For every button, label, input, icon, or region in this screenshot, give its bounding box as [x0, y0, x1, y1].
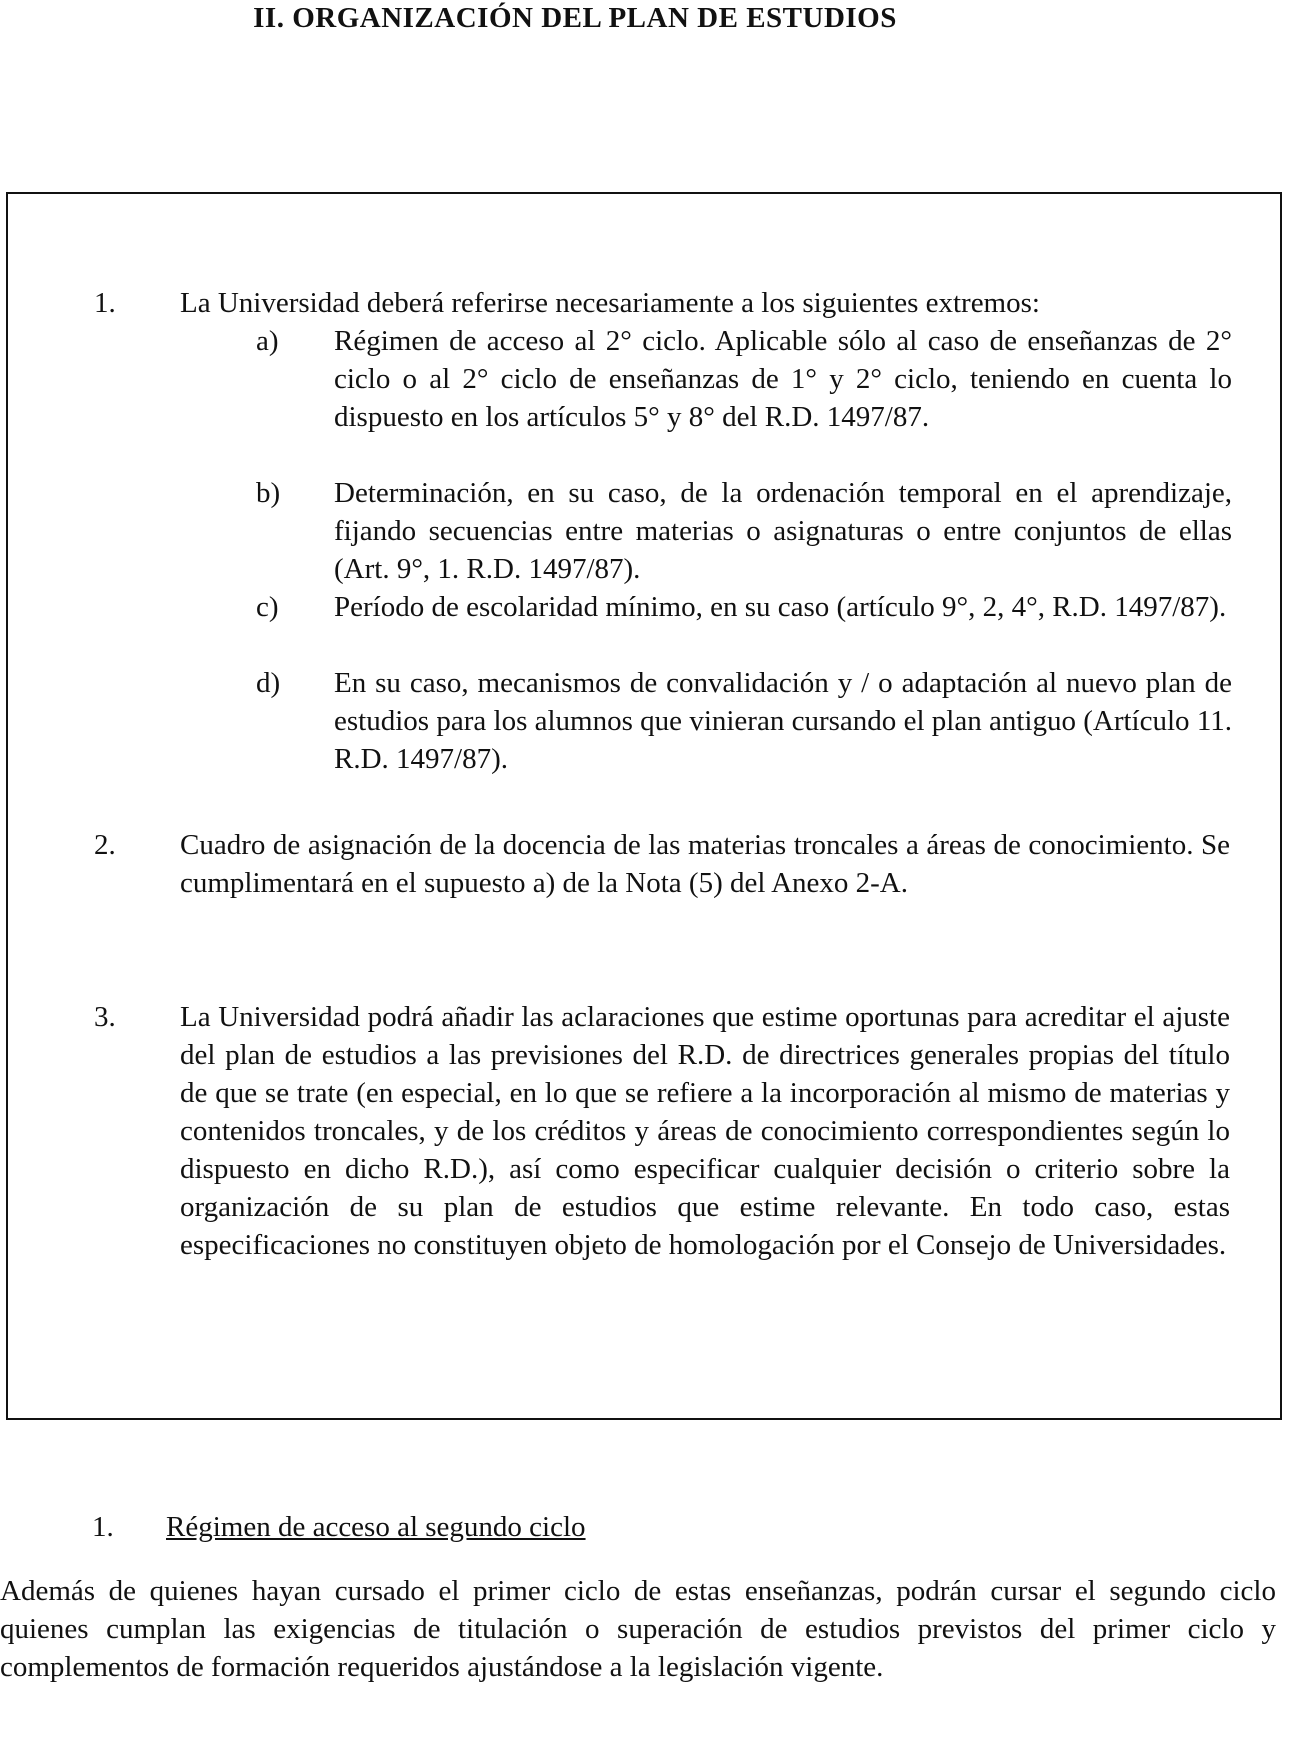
item-1-text: La Universidad deberá referirse necesariamente a los siguientes extremos:	[180, 287, 1040, 319]
subitem-c-letter: c)	[256, 591, 279, 623]
instructions-box	[6, 192, 1282, 1420]
subitem-d-text: En su caso, mecanismos de convalidación y / o adaptación al nuevo plan de estudios para los alumnos que vinieran cursando el plan antiguo (Artículo 11. R.D. 1497/87).	[334, 667, 1232, 775]
section-1-body: Además de quienes hayan cursado el primer ciclo de estas enseñanzas, podrán cursar el segundo ciclo quienes cumplan las exigencias de titulación o superación de estudios previstos del primer ciclo y complementos de formación requeridos ajustándose a la legislación vigente.	[0, 1575, 1276, 1683]
section-1-heading	[166, 1508, 586, 1546]
subitem-a-letter: a)	[256, 325, 279, 357]
subitem-b-letter: b)	[256, 477, 281, 509]
subitem-a-text: Régimen de acceso al 2° ciclo. Aplicable sólo al caso de enseñanzas de 2° ciclo o al 2° ciclo de enseñanzas de 1° y 2° ciclo, teniendo en cuenta lo dispuesto en los artículos 5° y 8° del R.D. 1497/87.	[334, 325, 1232, 433]
section-1-number: 1.	[92, 1511, 114, 1543]
item-2-number: 2.	[94, 829, 116, 861]
item-3-text: La Universidad podrá añadir las aclaraciones que estime oportunas para acreditar el ajuste del plan de estudios a las previsiones del R.D. de directrices generales propias del título de que se trate (en especial, en lo que se refiere a la incorporación al mismo de materias y contenidos troncales, y de los créditos y áreas de conocimiento correspondientes según lo dispuesto en dicho R.D.), así como especificar cualquier decisión o criterio sobre la organización de su plan de estudios que estime relevante. En todo caso, estas especificaciones no constituyen objeto de homologación por el Consejo de Universidades.	[180, 1001, 1230, 1261]
item-3-number: 3.	[94, 1001, 116, 1033]
subitem-d-letter: d)	[256, 667, 281, 699]
item-2-text: Cuadro de asignación de la docencia de las materias troncales a áreas de conocimiento. Se cumplimentará en el supuesto a) de la Nota (5) del Anexo 2-A.	[180, 829, 1230, 899]
subitem-b-text: Determinación, en su caso, de la ordenación temporal en el aprendizaje, fijando secuencias entre materias o asignaturas o entre conjuntos de ellas (Art. 9°, 1. R.D. 1497/87).	[334, 477, 1232, 585]
section-1-heading-text: Régimen de acceso al segundo ciclo	[166, 1511, 586, 1543]
item-1-number: 1.	[94, 287, 116, 319]
subitem-c-text: Período de escolaridad mínimo, en su caso (artículo 9°, 2, 4°, R.D. 1497/87).	[334, 591, 1227, 623]
page-title: II. ORGANIZACIÓN DEL PLAN DE ESTUDIOS	[253, 2, 897, 34]
